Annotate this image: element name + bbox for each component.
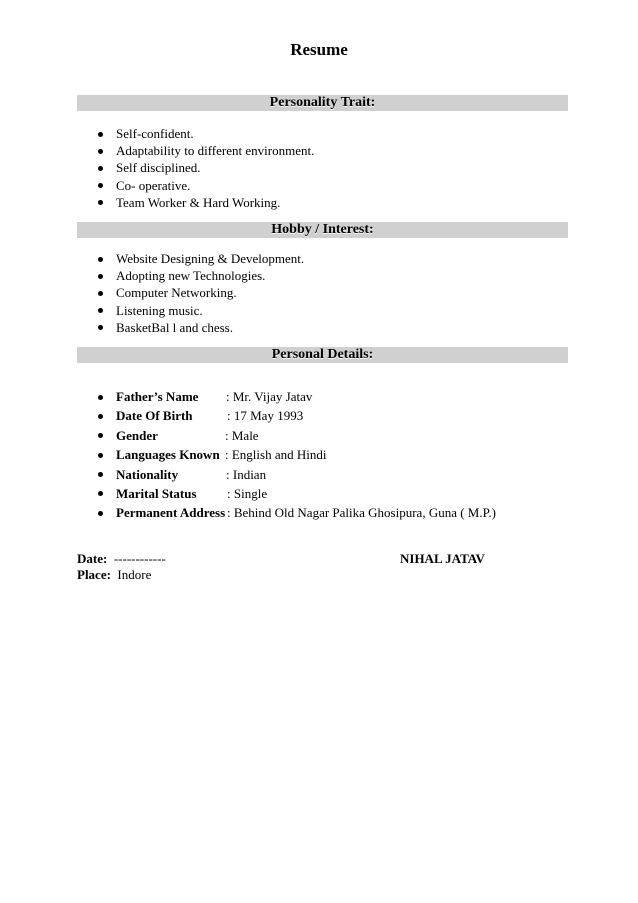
list-item: Adaptability to different environment. bbox=[98, 142, 314, 159]
bullet-icon bbox=[98, 274, 103, 279]
list-item: Computer Networking. bbox=[98, 284, 304, 301]
bullet-icon bbox=[98, 453, 103, 458]
date-label: Date: bbox=[77, 551, 108, 566]
list-item: Self disciplined. bbox=[98, 159, 314, 176]
detail-value: : English and Hindi bbox=[225, 447, 327, 463]
detail-label: Permanent Address bbox=[116, 505, 226, 521]
date-line bbox=[77, 551, 166, 567]
detail-label: Gender bbox=[116, 427, 158, 443]
list-item: Adopting new Technologies. bbox=[98, 267, 304, 284]
bullet-icon bbox=[98, 291, 103, 296]
personality-heading: Personality Trait: bbox=[77, 95, 568, 111]
detail-value: : Indian bbox=[226, 466, 267, 482]
list-item: Co- operative. bbox=[98, 177, 314, 194]
place-value: Indore bbox=[117, 567, 152, 582]
bullet-icon bbox=[98, 200, 103, 205]
bullet-icon bbox=[98, 433, 103, 438]
bullet-icon bbox=[98, 395, 103, 400]
detail-label: Nationality bbox=[116, 466, 179, 482]
bullet-icon bbox=[98, 257, 103, 262]
detail-label: Marital Status bbox=[116, 485, 197, 501]
bullet-icon bbox=[98, 308, 103, 313]
detail-value: : Mr. Vijay Jatav bbox=[226, 389, 313, 404]
detail-value: : Male bbox=[225, 427, 259, 443]
detail-value: : Single bbox=[227, 485, 268, 501]
detail-label: Languages Known bbox=[116, 447, 220, 463]
detail-label: Father’s Name bbox=[116, 389, 199, 404]
personality-list bbox=[98, 125, 314, 211]
bullet-icon bbox=[98, 491, 103, 496]
place-line bbox=[77, 567, 151, 583]
bullet-icon bbox=[98, 166, 103, 171]
bullet-icon bbox=[98, 183, 103, 188]
date-value: ------------ bbox=[113, 551, 166, 566]
detail-value: : Behind Old Nagar Palika Ghosipura, Guna ( M.P.) bbox=[227, 505, 496, 521]
bullet-icon bbox=[98, 511, 103, 516]
hobby-heading: Hobby / Interest: bbox=[77, 222, 568, 238]
bullet-icon bbox=[98, 132, 103, 137]
list-item: Team Worker & Hard Working. bbox=[98, 194, 314, 211]
personal-details-heading: Personal Details: bbox=[77, 347, 568, 363]
list-item: Website Designing & Development. bbox=[98, 250, 304, 267]
list-item: Listening music. bbox=[98, 302, 304, 319]
bullet-icon bbox=[98, 472, 103, 477]
place-label: Place: bbox=[77, 567, 111, 582]
detail-label: Date Of Birth bbox=[116, 408, 193, 424]
bullet-icon bbox=[98, 414, 103, 419]
signature-name: NIHAL JATAV bbox=[400, 551, 485, 566]
resume-title: Resume bbox=[290, 40, 348, 59]
list-item: Self-confident. bbox=[98, 125, 314, 142]
list-item: BasketBal l and chess. bbox=[98, 319, 304, 336]
hobby-list bbox=[98, 250, 304, 336]
detail-value: : 17 May 1993 bbox=[227, 408, 304, 424]
bullet-icon bbox=[98, 325, 103, 330]
bullet-icon bbox=[98, 149, 103, 154]
